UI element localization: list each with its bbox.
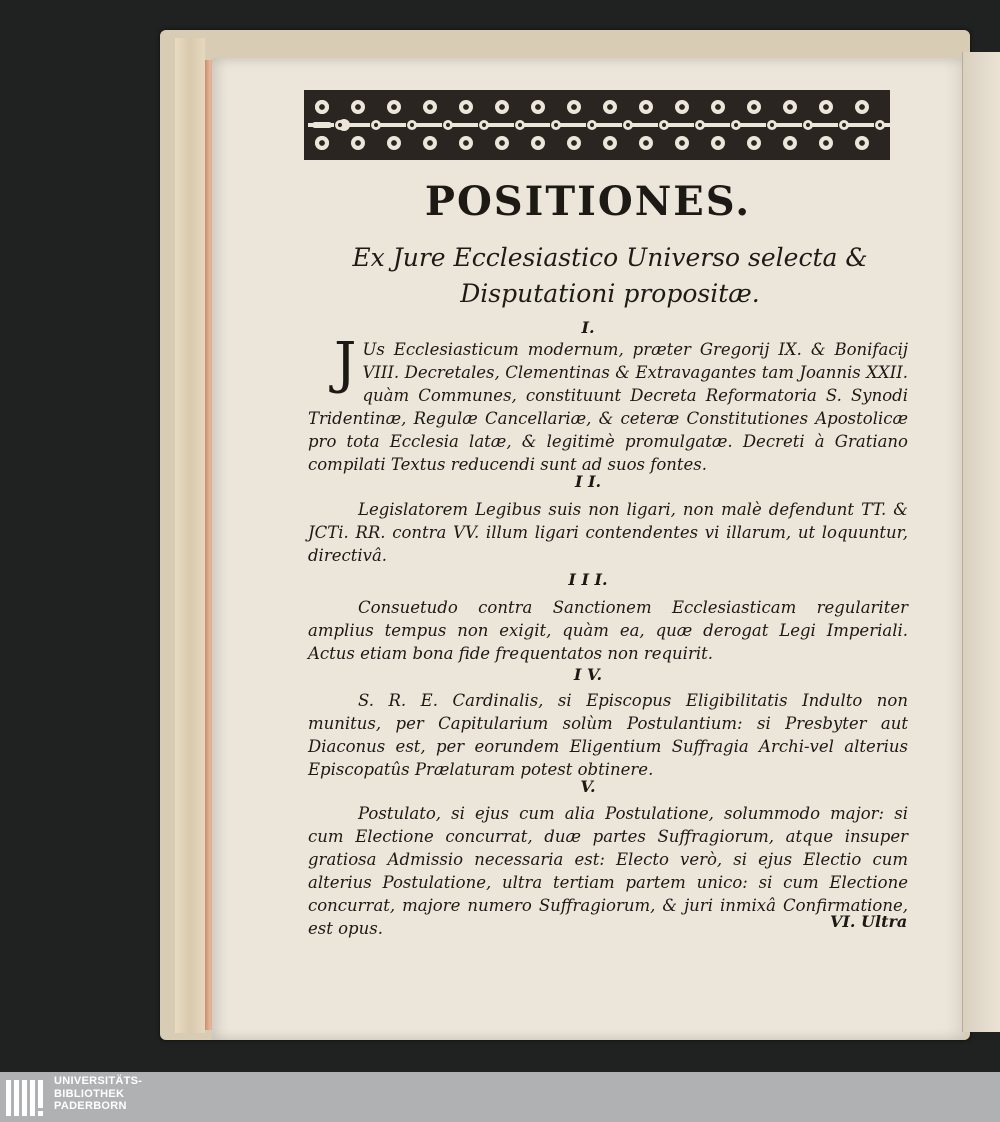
section-body: Us Ecclesiasticum modernum, præter Gregorij IX. & Bonifacij VIII. Decretales, Clementinas & Extravagantes tam Joannis XXII. quàm Communes, constituunt Decreta Reformatoria S. Synodi Tridentinæ, Regulæ Cancellariæ, & ceteræ Constitutiones Apostolicæ pro tota Ecclesia latæ, & legitimè promulgatæ. Decreti à Gratiano compilati Textus reducendi sunt ad suos fontes. — [308, 340, 908, 474]
library-name-line2: BIBLIOTHEK — [54, 1087, 125, 1100]
ornament-band-icon — [304, 90, 890, 160]
section-numeral: I I. — [574, 472, 602, 491]
section-text: Legislatorem Legibus suis non ligari, non malè defendunt TT. & JCTi. RR. contra VV. illum ligari contendentes vi illarum, ut loquuntur, directivâ. — [308, 500, 908, 565]
section-text: Postulato, si ejus cum alia Postulatione, solummodo major: si cum Electione concurrat, duæ partes Suffragiorum, atque insuper gratiosa Admissio necessaria est: Electo verò, si ejus Electio cum alterius Postulatione, ultra tertiam partem unico: si cum Electione concurrat, majore numero Suffragiorum, & juri inmixâ Confirmatione, est opus. — [308, 804, 908, 938]
page-title: POSITIONES. — [424, 178, 752, 225]
page-subtitle: Ex Jure Ecclesiastico Universo selecta & Disputationi propositæ. — [352, 243, 868, 308]
section-text: Consuetudo contra Sanctionem Ecclesiasticam regulariter amplius tempus non exigit, quàm ea, quæ derogat Legi Imperiali. Actus etiam bona fide frequentatos non requirit. — [308, 598, 908, 663]
catchword: VI. Ultra — [830, 912, 908, 931]
page-edges — [175, 38, 205, 1033]
section-numeral: I I I. — [568, 570, 608, 589]
library-logo-icon — [6, 1076, 46, 1118]
library-name — [54, 1075, 142, 1113]
library-name-line1: UNIVERSITÄTS- — [54, 1075, 143, 1087]
section-text: S. R. E. Cardinalis, si Episcopus Eligibilitatis Indulto non munitus, per Capitularium solùm Postulantium: si Presbyter aut Diaconus est, per eorundem Eligentium Suffragia Archi-vel alterius Episcopatûs Prælaturam potest obtinere. — [308, 691, 908, 779]
section-numeral: V. — [580, 777, 596, 796]
library-name-line3: PADERBORN — [54, 1100, 127, 1112]
footer-bar — [0, 1072, 1000, 1122]
section-numeral: I V. — [573, 665, 603, 684]
section-numeral: I. — [581, 318, 595, 337]
drop-cap: J — [334, 331, 357, 396]
section-text — [308, 331, 908, 476]
next-leaf-edge — [962, 52, 1000, 1032]
